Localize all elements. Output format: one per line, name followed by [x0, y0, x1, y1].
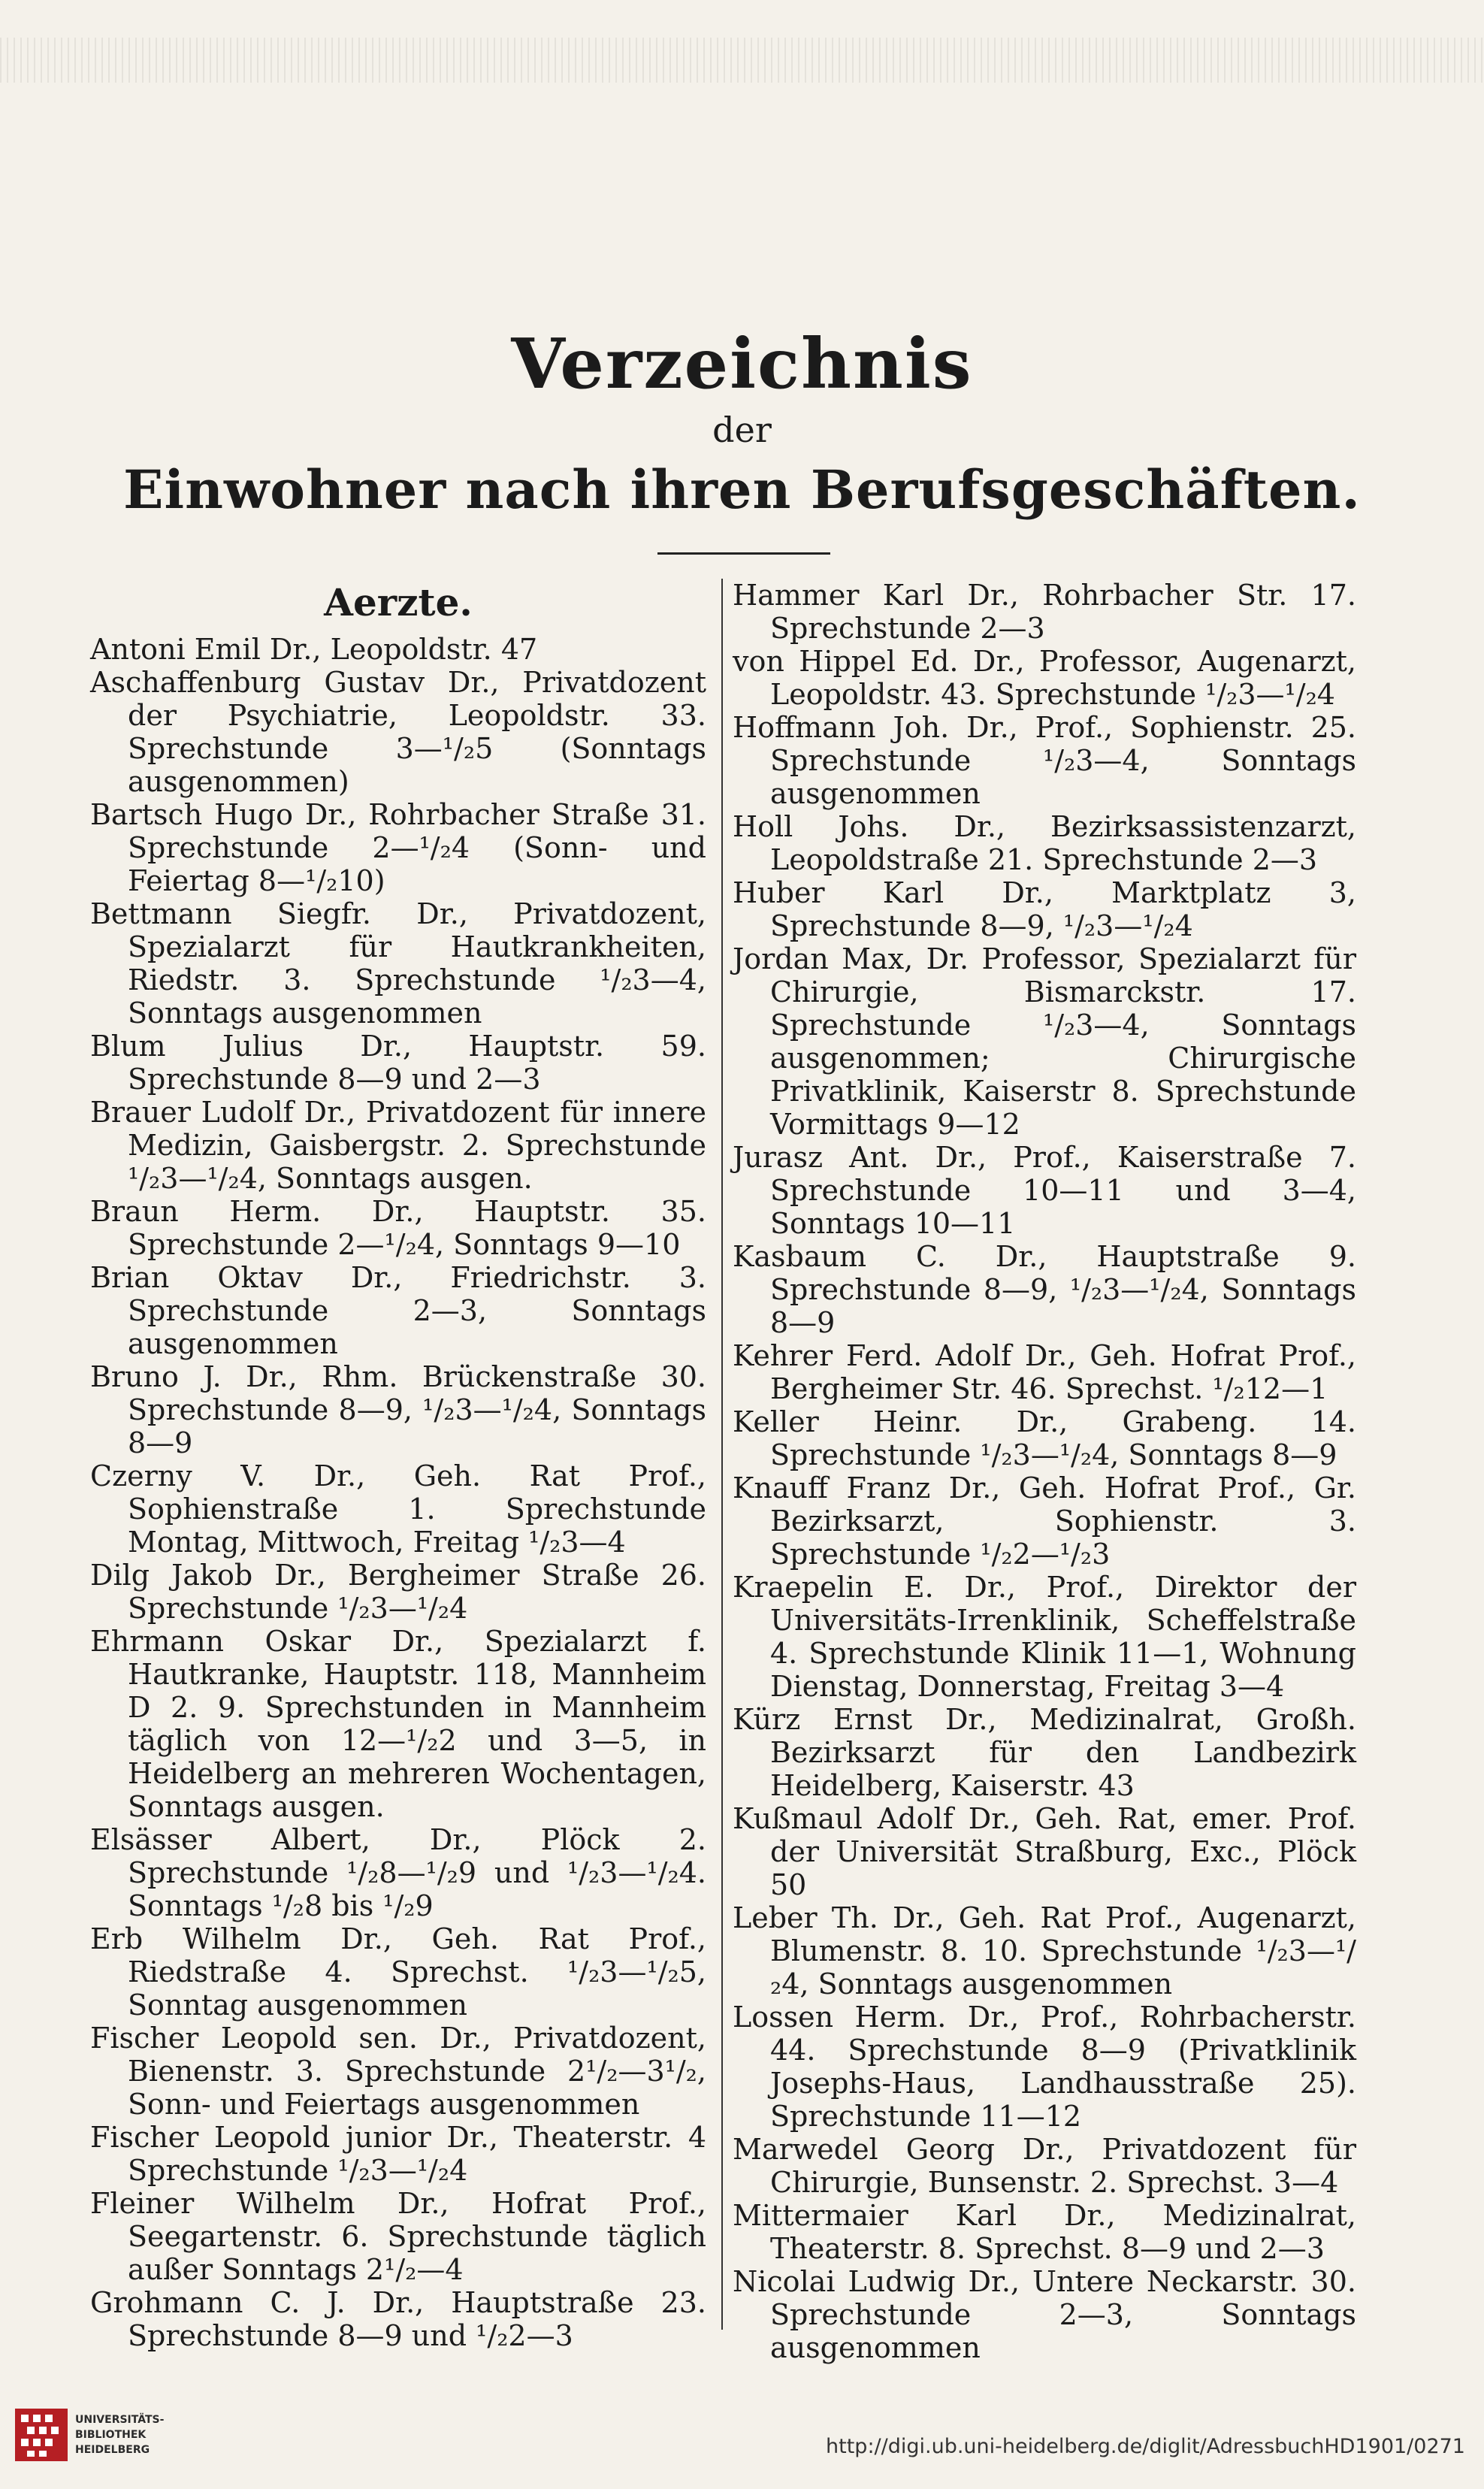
directory-entry: Holl Johs. Dr., Bezirksassistenzarzt, Leopoldstraße 21. Sprechstunde 2—3	[733, 810, 1356, 876]
directory-entry: Kußmaul Adolf Dr., Geh. Rat, emer. Prof. der Universität Straßburg, Exc., Plöck 50	[733, 1802, 1356, 1901]
directory-entry: Nicolai Ludwig Dr., Untere Neckarstr. 30. Sprechstunde 2—3, Sonntags ausgenommen	[733, 2265, 1356, 2364]
directory-entry: Hoffmann Joh. Dr., Prof., Sophienstr. 25. Sprechstunde ¹/₂3—4, Sonntags ausgenommen	[733, 711, 1356, 810]
library-logo-icon	[15, 2409, 68, 2461]
title-rule	[657, 552, 830, 555]
directory-entry: Aschaffenburg Gustav Dr., Privatdozent der Psychiatrie, Leopoldstr. 33. Sprechstunde 3—¹/₂5 (Sonntags ausgenommen)	[90, 666, 706, 798]
directory-entry: Mittermaier Karl Dr., Medizinalrat, Theaterstr. 8. Sprechst. 8—9 und 2—3	[733, 2199, 1356, 2265]
directory-entry: Bartsch Hugo Dr., Rohrbacher Straße 31. Sprechstunde 2—¹/₂4 (Sonn- und Feiertag 8—¹/₂10)	[90, 798, 706, 897]
directory-entry: Elsässer Albert, Dr., Plöck 2. Sprechstunde ¹/₂8—¹/₂9 und ¹/₂3—¹/₂4. Sonntags ¹/₂8 bis ¹/₂9	[90, 1823, 706, 1922]
directory-entry: von Hippel Ed. Dr., Professor, Augenarzt, Leopoldstr. 43. Sprechstunde ¹/₂3—¹/₂4	[733, 645, 1356, 711]
directory-entry: Huber Karl Dr., Marktplatz 3, Sprechstunde 8—9, ¹/₂3—¹/₂4	[733, 876, 1356, 942]
directory-entry: Fischer Leopold junior Dr., Theaterstr. 4 Sprechstunde ¹/₂3—¹/₂4	[90, 2121, 706, 2187]
page-subtitle: Einwohner nach ihren Berufsgeschäften.	[123, 458, 1361, 521]
directory-entry: Knauff Franz Dr., Geh. Hofrat Prof., Gr. Bezirksarzt, Sophienstr. 3. Sprechstunde ¹/₂2—¹/₂3	[733, 1471, 1356, 1571]
directory-entry: Jurasz Ant. Dr., Prof., Kaiserstraße 7. Sprechstunde 10—11 und 3—4, Sonntags 10—11	[733, 1141, 1356, 1240]
left-entry-list	[90, 633, 706, 2352]
logo-line-1: UNIVERSITÄTS-	[75, 2414, 165, 2426]
directory-entry: Leber Th. Dr., Geh. Rat Prof., Augenarzt, Blumenstr. 8. 10. Sprechstunde ¹/₂3—¹/₂4, Sonntags ausgenommen	[733, 1901, 1356, 2001]
directory-entry: Grohmann C. J. Dr., Hauptstraße 23. Sprechstunde 8—9 und ¹/₂2—3	[90, 2286, 706, 2352]
directory-entry: Brauer Ludolf Dr., Privatdozent für innere Medizin, Gaisbergstr. 2. Sprechstunde ¹/₂3—¹/₂4, Sonntags ausgen.	[90, 1096, 706, 1195]
directory-entry: Ehrmann Oskar Dr., Spezialarzt f. Hautkranke, Hauptstr. 118, Mannheim D 2. 9. Sprechstunden in Mannheim täglich von 12—¹/₂2 und 3—5, in Heidelberg an mehreren Wochentagen, Sonntags ausgen.	[90, 1625, 706, 1823]
directory-entry: Jordan Max, Dr. Professor, Spezialarzt für Chirurgie, Bismarckstr. 17. Sprechstunde ¹/₂3—4, Sonntags ausgenommen; Chirurgische Privatklinik, Kaiserstr 8. Sprechstunde Vormittags 9—12	[733, 942, 1356, 1141]
directory-entry: Erb Wilhelm Dr., Geh. Rat Prof., Riedstraße 4. Sprechst. ¹/₂3—¹/₂5, Sonntag ausgenommen	[90, 1922, 706, 2022]
directory-entry: Braun Herm. Dr., Hauptstr. 35. Sprechstunde 2—¹/₂4, Sonntags 9—10	[90, 1195, 706, 1261]
directory-entry: Fischer Leopold sen. Dr., Privatdozent, Bienenstr. 3. Sprechstunde 2¹/₂—3¹/₂, Sonn- und Feiertags ausgenommen	[90, 2022, 706, 2121]
directory-entry: Keller Heinr. Dr., Grabeng. 14. Sprechstunde ¹/₂3—¹/₂4, Sonntags 8—9	[733, 1405, 1356, 1471]
column-divider	[721, 579, 723, 2330]
section-title: Aerzte.	[324, 580, 473, 625]
directory-entry: Fleiner Wilhelm Dr., Hofrat Prof., Seegartenstr. 6. Sprechstunde täglich außer Sonntags 2¹/₂—4	[90, 2187, 706, 2286]
logo-line-3: HEIDELBERG	[75, 2444, 150, 2456]
directory-entry: Kasbaum C. Dr., Hauptstraße 9. Sprechstunde 8—9, ¹/₂3—¹/₂4, Sonntags 8—9	[733, 1240, 1356, 1339]
source-url[interactable]: http://digi.ub.uni-heidelberg.de/diglit/AdressbuchHD1901/0271	[826, 2435, 1465, 2458]
directory-entry: Kürz Ernst Dr., Medizinalrat, Großh. Bezirksarzt für den Landbezirk Heidelberg, Kaiserstr. 43	[733, 1703, 1356, 1802]
directory-entry: Blum Julius Dr., Hauptstr. 59. Sprechstunde 8—9 und 2—3	[90, 1030, 706, 1096]
scan-edge-noise	[0, 38, 1484, 83]
directory-entry: Bruno J. Dr., Rhm. Brückenstraße 30. Sprechstunde 8—9, ¹/₂3—¹/₂4, Sonntags 8—9	[90, 1360, 706, 1459]
right-entry-list	[733, 579, 1356, 2364]
directory-entry: Brian Oktav Dr., Friedrichstr. 3. Sprechstunde 2—3, Sonntags ausgenommen	[90, 1261, 706, 1360]
directory-entry: Czerny V. Dr., Geh. Rat Prof., Sophienstraße 1. Sprechstunde Montag, Mittwoch, Freitag ¹/₂3—4	[90, 1459, 706, 1559]
right-column	[733, 579, 1356, 2364]
page-title: Verzeichnis	[511, 323, 973, 404]
directory-entry: Dilg Jakob Dr., Bergheimer Straße 26. Sprechstunde ¹/₂3—¹/₂4	[90, 1559, 706, 1625]
directory-entry: Hammer Karl Dr., Rohrbacher Str. 17. Sprechstunde 2—3	[733, 579, 1356, 645]
directory-entry: Marwedel Georg Dr., Privatdozent für Chirurgie, Bunsenstr. 2. Sprechst. 3—4	[733, 2133, 1356, 2199]
left-column	[90, 579, 706, 2352]
library-logo-text	[75, 2412, 164, 2457]
page-title-der: der	[712, 410, 772, 450]
directory-entry: Kehrer Ferd. Adolf Dr., Geh. Hofrat Prof., Bergheimer Str. 46. Sprechst. ¹/₂12—1	[733, 1339, 1356, 1405]
directory-entry: Lossen Herm. Dr., Prof., Rohrbacherstr. 44. Sprechstunde 8—9 (Privatklinik Josephs-Haus, Landhausstraße 25). Sprechstunde 11—12	[733, 2001, 1356, 2133]
logo-line-2: BIBLIOTHEK	[75, 2429, 147, 2441]
directory-entry: Bettmann Siegfr. Dr., Privatdozent, Spezialarzt für Hautkrankheiten, Riedstr. 3. Sprechstunde ¹/₂3—4, Sonntags ausgenommen	[90, 897, 706, 1030]
directory-entry: Kraepelin E. Dr., Prof., Direktor der Universitäts-Irrenklinik, Scheffelstraße 4. Sprechstunde Klinik 11—1, Wohnung Dienstag, Donnerstag, Freitag 3—4	[733, 1571, 1356, 1703]
directory-entry: Antoni Emil Dr., Leopoldstr. 47	[90, 633, 538, 666]
library-logo	[15, 2401, 195, 2472]
